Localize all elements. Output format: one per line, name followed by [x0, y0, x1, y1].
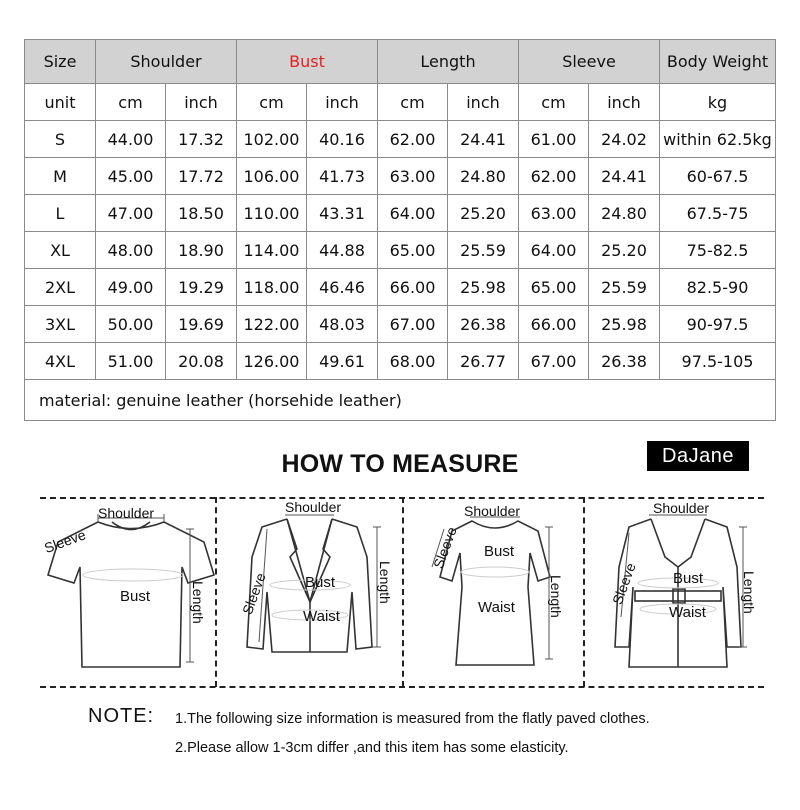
- tshirt-shoulder-label: Shoulder: [98, 505, 155, 521]
- table-row: [25, 269, 776, 306]
- table-cell: 66.00: [378, 269, 448, 306]
- table-cell: 67.5-75: [660, 195, 776, 232]
- unit-cell: unit: [25, 84, 96, 121]
- size-cell: L: [25, 195, 96, 232]
- size-chart-table: [24, 39, 776, 421]
- blazer-sleeve-label: Sleeve: [239, 570, 269, 617]
- table-cell: 62.00: [519, 158, 589, 195]
- table-cell: 65.00: [519, 269, 589, 306]
- size-cell: S: [25, 121, 96, 158]
- table-cell: 26.38: [589, 343, 660, 380]
- table-cell: 45.00: [96, 158, 166, 195]
- how-to-measure-title: HOW TO MEASURE: [281, 450, 519, 478]
- unit-cell: kg: [660, 84, 776, 121]
- table-cell: 110.00: [237, 195, 307, 232]
- table-cell: 20.08: [166, 343, 237, 380]
- unit-cell: cm: [96, 84, 166, 121]
- table-cell: 75-82.5: [660, 232, 776, 269]
- table-cell: 48.00: [96, 232, 166, 269]
- header-size: Size: [25, 40, 96, 84]
- table-row: [25, 121, 776, 158]
- unit-cell: inch: [589, 84, 660, 121]
- unit-cell: inch: [166, 84, 237, 121]
- table-cell: 25.20: [589, 232, 660, 269]
- coat-sleeve-label: Sleeve: [609, 560, 639, 607]
- size-cell: 4XL: [25, 343, 96, 380]
- coat-panel: [585, 497, 765, 687]
- coat-shoulder-label: Shoulder: [653, 500, 710, 516]
- brand-logo: DaJane: [647, 441, 749, 471]
- table-cell: 51.00: [96, 343, 166, 380]
- table-cell: 118.00: [237, 269, 307, 306]
- table-cell: 63.00: [519, 195, 589, 232]
- table-cell: 26.38: [448, 306, 519, 343]
- table-cell: 68.00: [378, 343, 448, 380]
- table-cell: 48.03: [307, 306, 378, 343]
- blazer-panel: [217, 497, 402, 687]
- table-cell: 18.90: [166, 232, 237, 269]
- coat-waist-label: Waist: [669, 604, 706, 621]
- table-cell: 50.00: [96, 306, 166, 343]
- header-bust: Bust: [237, 40, 378, 84]
- tshirt-length-label: Length: [190, 581, 206, 624]
- header-sleeve: Sleeve: [519, 40, 660, 84]
- note-line-2: 2.Please allow 1-3cm differ ,and this item has some elasticity.: [175, 740, 569, 756]
- dress-waist-label: Waist: [478, 599, 515, 616]
- table-cell: 61.00: [519, 121, 589, 158]
- header-shoulder: Shoulder: [96, 40, 237, 84]
- table-cell: 44.88: [307, 232, 378, 269]
- table-row: [25, 158, 776, 195]
- tshirt-sleeve-label: Sleeve: [42, 526, 88, 557]
- unit-row: [25, 84, 776, 121]
- table-cell: 25.59: [589, 269, 660, 306]
- table-cell: 24.02: [589, 121, 660, 158]
- table-cell: 82.5-90: [660, 269, 776, 306]
- table-cell: 24.80: [589, 195, 660, 232]
- table-cell: 19.69: [166, 306, 237, 343]
- note-label: NOTE:: [88, 705, 155, 727]
- table-cell: 49.00: [96, 269, 166, 306]
- unit-cell: cm: [237, 84, 307, 121]
- unit-cell: inch: [307, 84, 378, 121]
- table-cell: 63.00: [378, 158, 448, 195]
- unit-cell: inch: [448, 84, 519, 121]
- table-cell: 25.20: [448, 195, 519, 232]
- table-cell: 40.16: [307, 121, 378, 158]
- table-cell: 122.00: [237, 306, 307, 343]
- table-cell: 25.98: [589, 306, 660, 343]
- table-cell: 64.00: [378, 195, 448, 232]
- table-cell: 97.5-105: [660, 343, 776, 380]
- tshirt-panel: [40, 497, 215, 687]
- table-cell: 24.41: [448, 121, 519, 158]
- table-cell: 64.00: [519, 232, 589, 269]
- coat-bust-label: Bust: [673, 570, 704, 587]
- table-cell: 17.32: [166, 121, 237, 158]
- table-cell: 62.00: [378, 121, 448, 158]
- blazer-shoulder-label: Shoulder: [285, 499, 342, 515]
- table-row: [25, 232, 776, 269]
- size-cell: 3XL: [25, 306, 96, 343]
- table-cell: 67.00: [519, 343, 589, 380]
- table-cell: 114.00: [237, 232, 307, 269]
- size-cell: 2XL: [25, 269, 96, 306]
- table-cell: 24.80: [448, 158, 519, 195]
- dress-panel: [404, 497, 583, 687]
- blazer-bust-label: Bust: [305, 574, 336, 591]
- header-length: Length: [378, 40, 519, 84]
- table-cell: 126.00: [237, 343, 307, 380]
- size-cell: M: [25, 158, 96, 195]
- blazer-waist-label: Waist: [303, 608, 340, 625]
- dress-bust-label: Bust: [484, 543, 515, 560]
- coat-length-label: Length: [741, 571, 757, 614]
- table-cell: within 62.5kg: [660, 121, 776, 158]
- table-cell: 90-97.5: [660, 306, 776, 343]
- unit-cell: cm: [378, 84, 448, 121]
- blazer-length-label: Length: [377, 561, 393, 604]
- size-cell: XL: [25, 232, 96, 269]
- table-cell: 46.46: [307, 269, 378, 306]
- note-line-1: 1.The following size information is measured from the flatly paved clothes.: [175, 711, 650, 727]
- table-cell: 41.73: [307, 158, 378, 195]
- table-cell: 26.77: [448, 343, 519, 380]
- table-cell: 18.50: [166, 195, 237, 232]
- material-row: [25, 380, 776, 421]
- table-cell: 25.59: [448, 232, 519, 269]
- table-cell: 60-67.5: [660, 158, 776, 195]
- table-row: [25, 306, 776, 343]
- table-cell: 65.00: [378, 232, 448, 269]
- dress-shoulder-label: Shoulder: [464, 503, 521, 519]
- dress-sleeve-label: Sleeve: [430, 524, 460, 571]
- size-rows: [25, 121, 776, 380]
- dress-length-label: Length: [548, 575, 564, 618]
- table-cell: 25.98: [448, 269, 519, 306]
- table-cell: 43.31: [307, 195, 378, 232]
- table-row: [25, 343, 776, 380]
- table-header-row: [25, 40, 776, 84]
- table-cell: 102.00: [237, 121, 307, 158]
- table-cell: 47.00: [96, 195, 166, 232]
- header-body-weight: Body Weight: [660, 40, 776, 84]
- table-cell: 49.61: [307, 343, 378, 380]
- unit-cell: cm: [519, 84, 589, 121]
- tshirt-bust-label: Bust: [120, 588, 151, 605]
- table-cell: 19.29: [166, 269, 237, 306]
- table-cell: 24.41: [589, 158, 660, 195]
- material-note: material: genuine leather (horsehide leather): [25, 380, 776, 421]
- table-cell: 67.00: [378, 306, 448, 343]
- table-row: [25, 195, 776, 232]
- table-cell: 44.00: [96, 121, 166, 158]
- table-cell: 106.00: [237, 158, 307, 195]
- table-cell: 17.72: [166, 158, 237, 195]
- table-cell: 66.00: [519, 306, 589, 343]
